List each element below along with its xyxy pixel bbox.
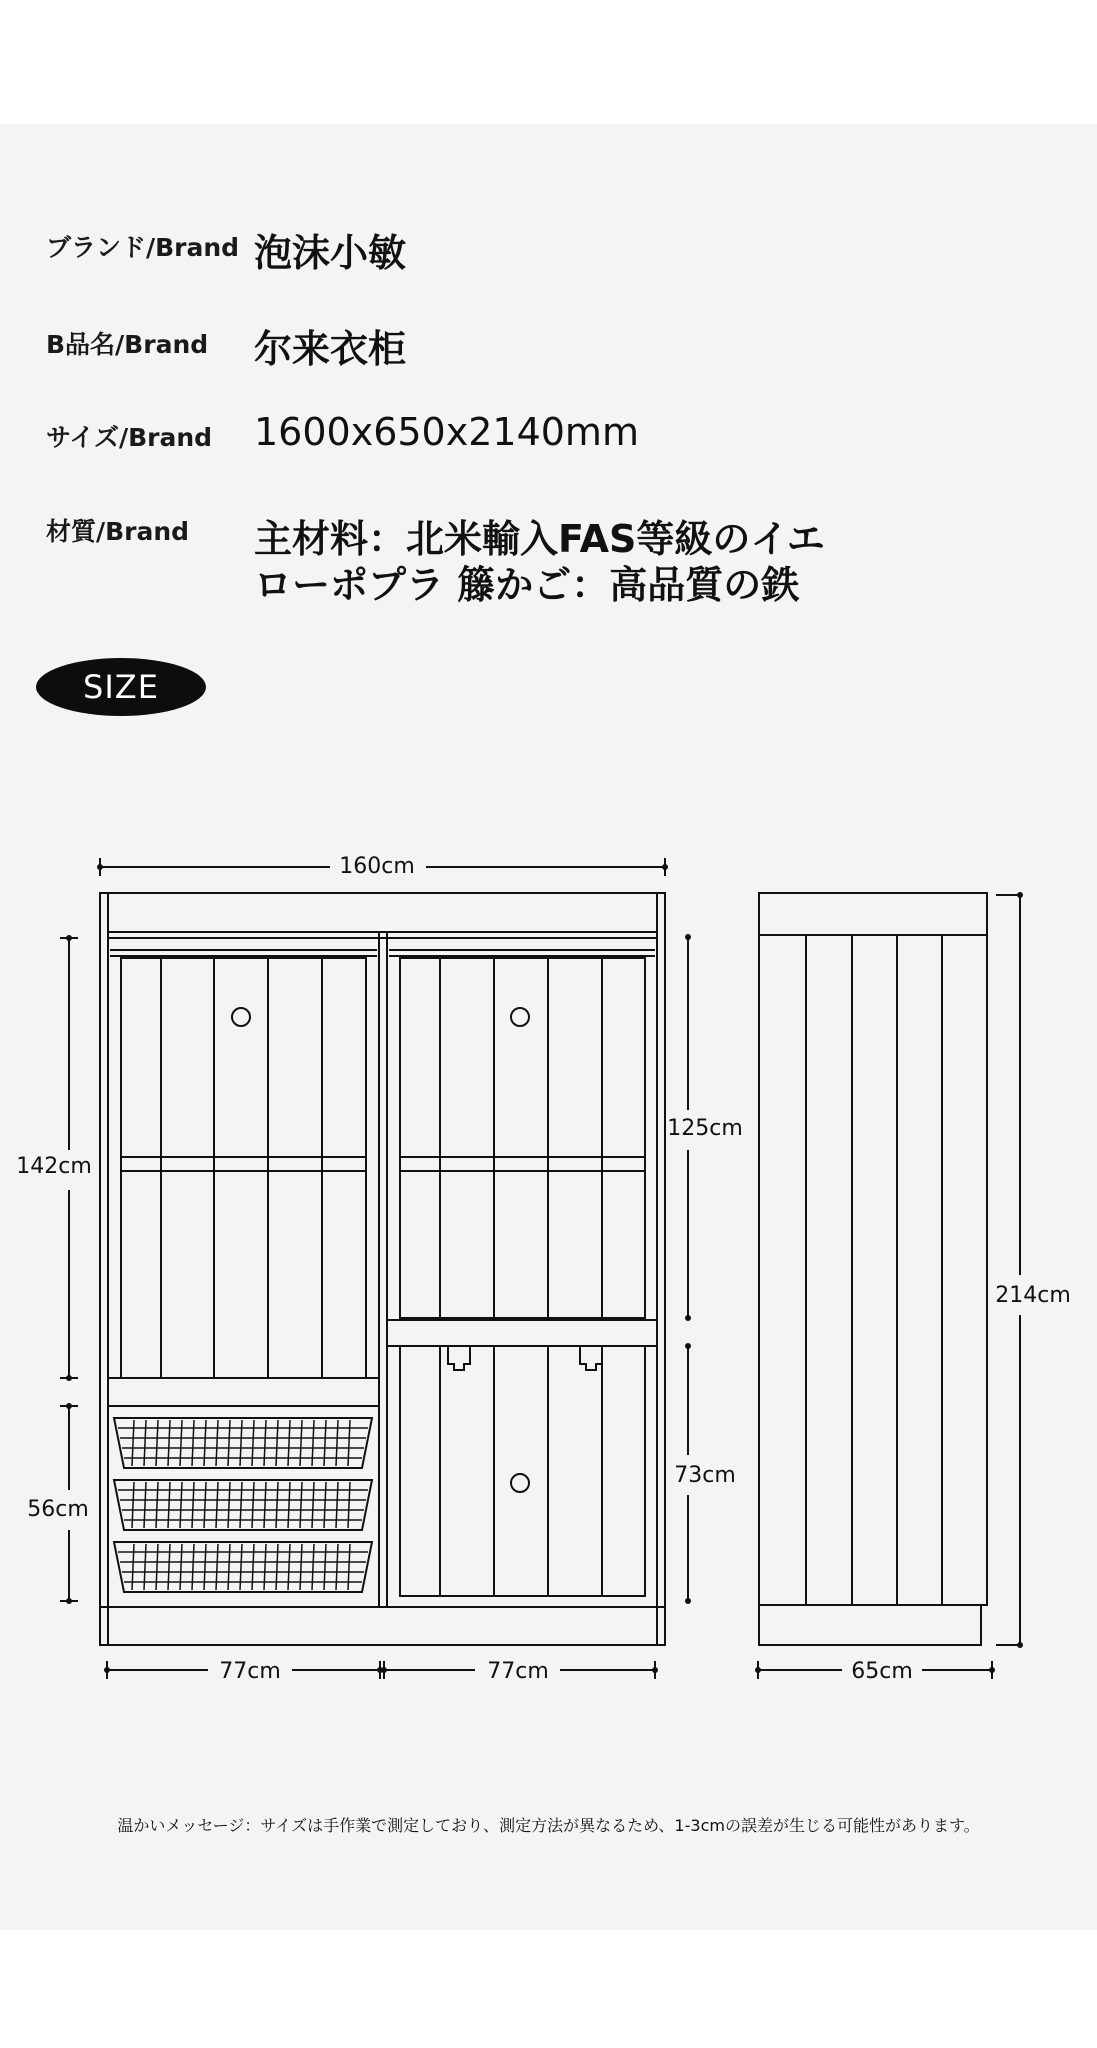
size-badge-label: SIZE [83,668,159,706]
left-basket-shelf [108,1378,379,1406]
right-lower-panel [400,1346,645,1596]
wire-basket-3 [114,1542,372,1592]
size-label: サイズ/Brand [46,423,213,452]
left-back-panel [121,958,366,1378]
left-hanger-hole [232,1008,250,1026]
right-shelf [400,1157,645,1171]
material-value-line-2: ローポプラ 籐かご：高品質の鉄 [254,563,800,607]
material-value-line-1: 主材料：北米輸入FAS等級のイエ [254,517,825,561]
dim-left-upper-height: 142cm [16,1154,92,1179]
wire-basket-1 [114,1418,372,1468]
dim-right-section-width: 77cm [487,1659,549,1684]
brand-label: ブランド/Brand [46,233,240,262]
side-view [759,893,987,1645]
product-name-value: 尔来衣柜 [254,327,407,371]
hook-right [580,1346,602,1370]
dim-total-width: 160cm [339,854,415,879]
size-value: 1600x650x2140mm [254,410,639,454]
dim-left-lower-height: 56cm [27,1497,89,1522]
lower-hole [511,1474,529,1492]
right-back-panel [400,958,645,1318]
dim-side-depth: 65cm [851,1659,913,1684]
right-middle-shelf [387,1320,657,1346]
dim-right-lower-height: 73cm [674,1463,736,1488]
measurement-note: 温かいメッセージ：サイズは手作業で測定しており、測定方法が異なるため、1-3cmの誤差が生じる可能性があります。 [117,1816,980,1835]
dim-side-height: 214cm [995,1283,1071,1308]
dim-left-section-width: 77cm [219,1659,281,1684]
product-name-label: B品名/Brand [46,330,209,359]
hook-left [448,1346,470,1370]
right-hanger-hole [511,1008,529,1026]
wire-basket-2 [114,1480,372,1530]
left-shelf [121,1157,366,1171]
material-label: 材質/Brand [46,517,190,546]
wire-baskets [114,1418,372,1592]
dim-right-upper-height: 125cm [667,1116,743,1141]
brand-value: 泡沫小敏 [254,231,407,275]
front-outline [100,893,665,1645]
